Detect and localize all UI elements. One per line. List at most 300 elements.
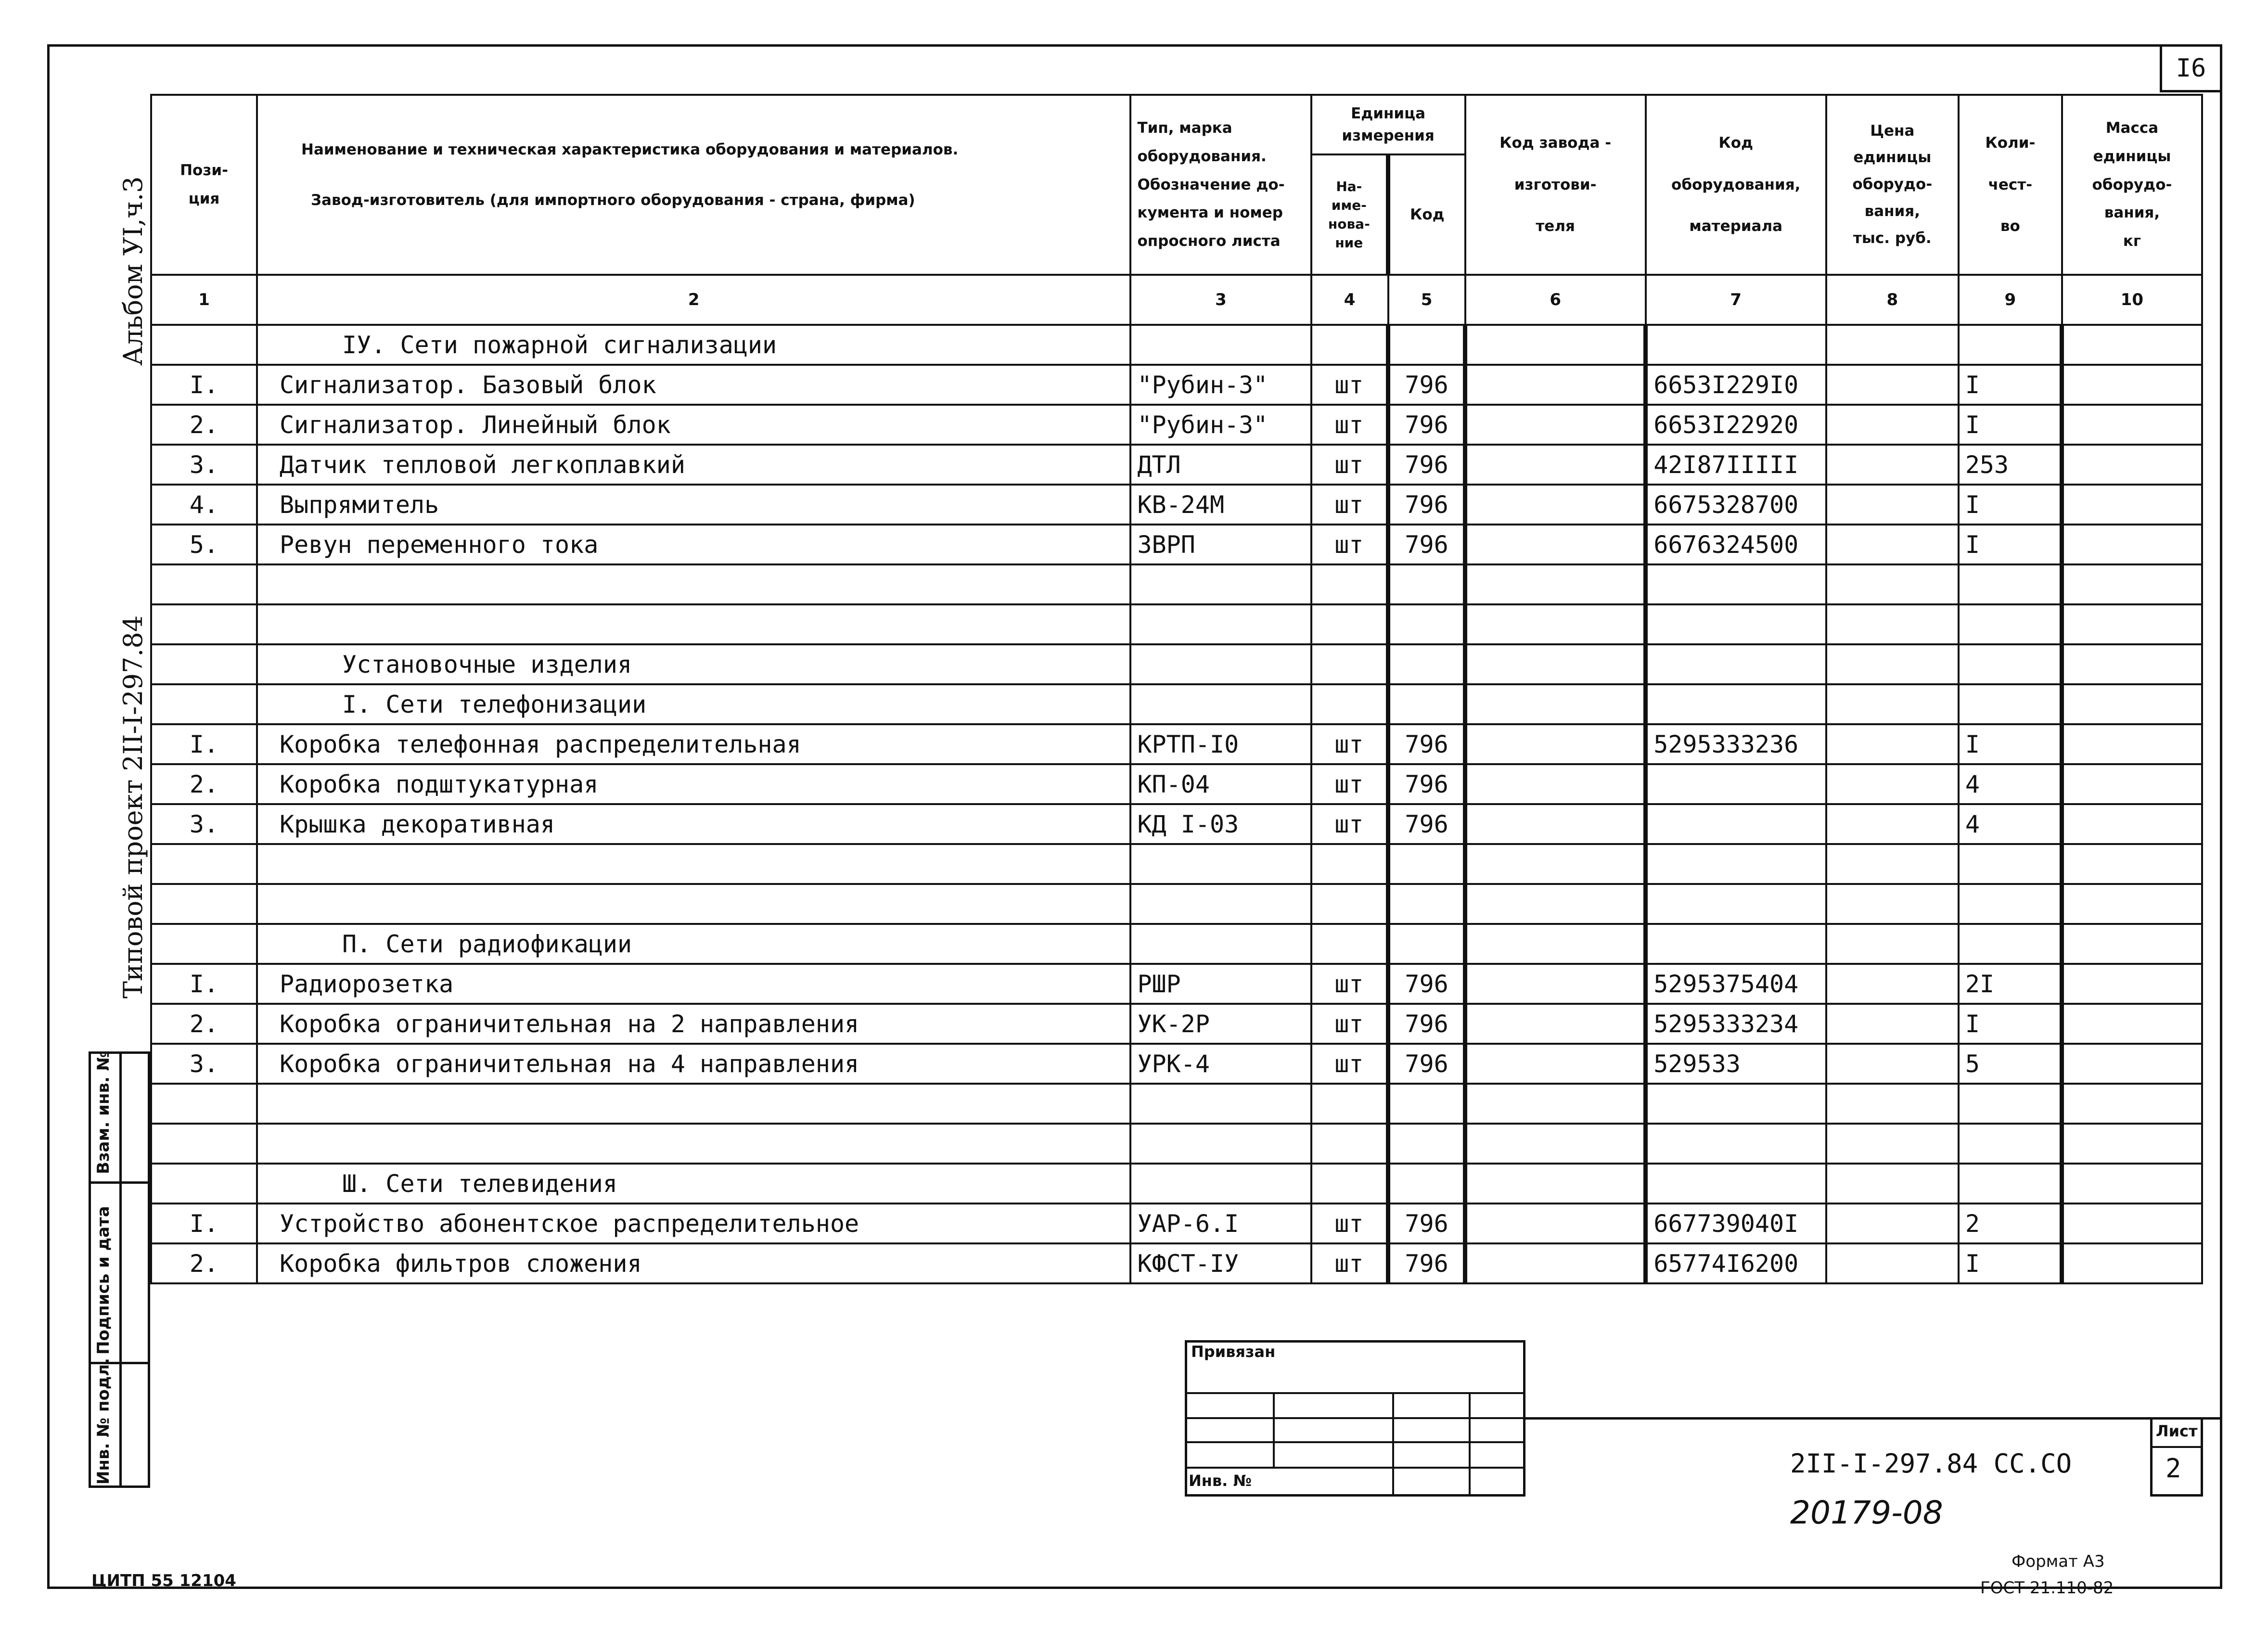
cell-quantity: I (1959, 1004, 2062, 1044)
cell-price (1826, 445, 1959, 485)
col-number: 8 (1826, 275, 1959, 325)
cell-mass (2062, 365, 2202, 405)
cell-price (1826, 1164, 1959, 1203)
cell-type-mark: ЗВРП (1130, 525, 1311, 564)
cell-quantity (1959, 844, 2062, 884)
cell-equipment-code: 42I87IIIII (1646, 445, 1826, 485)
sheet-number: 2 (2165, 1453, 2181, 1484)
cell-type-mark: КРТП-I0 (1130, 724, 1311, 764)
cell-unit-code: 796 (1388, 405, 1465, 445)
cell-name: Крышка декоративная (257, 804, 1130, 844)
cell-price (1826, 644, 1959, 684)
cell-type-mark (1130, 325, 1311, 365)
cell-type-mark (1130, 844, 1311, 884)
cell-unit-name (1311, 884, 1388, 924)
title-block-line (1525, 1417, 2222, 1420)
section-row (151, 924, 2202, 964)
cell-name: IУ. Сети пожарной сигнализации (257, 325, 1130, 365)
cell-factory-code (1465, 844, 1646, 884)
bound-label: Привязан (1191, 1343, 1276, 1361)
table-row (151, 1044, 2202, 1084)
cell-equipment-code: 5295375404 (1646, 964, 1826, 1004)
cell-factory-code (1465, 924, 1646, 964)
cell-price (1826, 724, 1959, 764)
stamp-line (1185, 1417, 1525, 1419)
cell-unit-name: шт (1311, 764, 1388, 804)
table-row (151, 1203, 2202, 1243)
stamp-line (1185, 1467, 1525, 1469)
cell-type-mark: КД I-03 (1130, 804, 1311, 844)
cell-unit-code: 796 (1388, 525, 1465, 564)
cell-position (151, 844, 257, 884)
cell-price (1826, 1243, 1959, 1283)
cell-type-mark: УРК-4 (1130, 1044, 1311, 1084)
cell-unit-name (1311, 1124, 1388, 1164)
cell-position: I. (151, 365, 257, 405)
cell-unit-name (1311, 1084, 1388, 1124)
cell-unit-name: шт (1311, 525, 1388, 564)
cell-equipment-code: 5295333234 (1646, 1004, 1826, 1044)
cell-unit-name: шт (1311, 365, 1388, 405)
table-row (151, 365, 2202, 405)
cell-name: Радиорозетка (257, 964, 1130, 1004)
cell-mass (2062, 485, 2202, 525)
cell-mass (2062, 804, 2202, 844)
cell-price (1826, 604, 1959, 644)
cell-unit-code (1388, 325, 1465, 365)
cell-mass (2062, 1004, 2202, 1044)
cell-factory-code (1465, 684, 1646, 724)
cell-mass (2062, 405, 2202, 445)
cell-type-mark: "Рубин-3" (1130, 405, 1311, 445)
cell-unit-code: 796 (1388, 445, 1465, 485)
cell-equipment-code: 6675328700 (1646, 485, 1826, 525)
cell-unit-name: шт (1311, 1004, 1388, 1044)
col-name-header (257, 95, 1130, 275)
cell-position (151, 564, 257, 604)
table-row (151, 804, 2202, 844)
cell-unit-code (1388, 924, 1465, 964)
cell-position (151, 1124, 257, 1164)
cell-price (1826, 405, 1959, 445)
cell-unit-code (1388, 884, 1465, 924)
cell-factory-code (1465, 1044, 1646, 1084)
cell-equipment-code (1646, 844, 1826, 884)
cell-factory-code (1465, 1004, 1646, 1044)
cell-name: Коробка ограничительная на 4 направления (257, 1044, 1130, 1084)
cell-position: 2. (151, 1004, 257, 1044)
cell-name: Коробка ограничительная на 2 направления (257, 1004, 1130, 1044)
cell-type-mark (1130, 564, 1311, 604)
cell-equipment-code: 5295333236 (1646, 724, 1826, 764)
table-row (151, 445, 2202, 485)
cell-quantity: I (1959, 724, 2062, 764)
cell-name: Коробка телефонная распределительная (257, 724, 1130, 764)
section-row (151, 325, 2202, 365)
cell-price (1826, 1203, 1959, 1243)
cell-position (151, 884, 257, 924)
cell-type-mark: КВ-24М (1130, 485, 1311, 525)
cell-quantity (1959, 1164, 2062, 1203)
col-number: 7 (1646, 275, 1826, 325)
cell-position: 3. (151, 445, 257, 485)
cell-price (1826, 884, 1959, 924)
cell-mass (2062, 1164, 2202, 1203)
cell-unit-code (1388, 844, 1465, 884)
cell-mass (2062, 764, 2202, 804)
col-name-header-line1: Наименование и техническая характеристика оборудования и материалов. (301, 141, 959, 158)
cell-factory-code (1465, 525, 1646, 564)
cell-mass (2062, 964, 2202, 1004)
cell-name: Коробка фильтров сложения (257, 1243, 1130, 1283)
cell-position (151, 644, 257, 684)
format-label: Формат А3 (2012, 1552, 2105, 1571)
cell-price (1826, 1004, 1959, 1044)
cell-mass (2062, 525, 2202, 564)
sheet-corner-number: I6 (2160, 44, 2222, 92)
cell-type-mark (1130, 1164, 1311, 1203)
cell-quantity: 253 (1959, 445, 2062, 485)
cell-position (151, 684, 257, 724)
cell-name: I. Сети телефонизации (257, 684, 1130, 724)
table-row (151, 1243, 2202, 1283)
cell-unit-code: 796 (1388, 1243, 1465, 1283)
cell-factory-code (1465, 964, 1646, 1004)
section-row (151, 644, 2202, 684)
cell-quantity: I (1959, 365, 2062, 405)
cell-unit-code: 796 (1388, 1044, 1465, 1084)
cell-factory-code (1465, 764, 1646, 804)
document-code: 2II-I-297.84 СС.СО (1790, 1448, 2072, 1479)
col-number: 5 (1388, 275, 1465, 325)
title-block-line (2150, 1446, 2203, 1448)
cell-factory-code (1465, 445, 1646, 485)
handwritten-archive-number: 20179-08 (1790, 1494, 1943, 1531)
cell-price (1826, 684, 1959, 724)
cell-unit-name (1311, 564, 1388, 604)
cell-name: Ш. Сети телевидения (257, 1164, 1130, 1203)
cell-name (257, 1084, 1130, 1124)
inv-original-label: Инв. № подл. (94, 1357, 113, 1485)
cell-quantity: I (1959, 525, 2062, 564)
cell-factory-code (1465, 804, 1646, 844)
cell-name (257, 564, 1130, 604)
cell-factory-code (1465, 1084, 1646, 1124)
cell-name (257, 884, 1130, 924)
cell-type-mark: УАР-6.I (1130, 1203, 1311, 1243)
cell-price (1826, 764, 1959, 804)
col-number: 3 (1130, 275, 1311, 325)
cell-name: П. Сети радиофикации (257, 924, 1130, 964)
cell-quantity (1959, 604, 2062, 644)
cell-equipment-code (1646, 804, 1826, 844)
col-unit-name-header: На- име- нова- ние (1311, 154, 1388, 275)
cell-name: Сигнализатор. Линейный блок (257, 405, 1130, 445)
cell-position: 2. (151, 1243, 257, 1283)
col-position-header: Пози- ция (151, 95, 257, 275)
cell-factory-code (1465, 1243, 1646, 1283)
cell-unit-code (1388, 1124, 1465, 1164)
cell-type-mark (1130, 604, 1311, 644)
cell-type-mark: КП-04 (1130, 764, 1311, 804)
cell-factory-code (1465, 1164, 1646, 1203)
col-number: 9 (1959, 275, 2062, 325)
cell-factory-code (1465, 365, 1646, 405)
cell-position: 2. (151, 405, 257, 445)
project-label: Типовой проект 2II-I-297.84 (118, 615, 148, 999)
section-row (151, 684, 2202, 724)
cell-unit-name: шт (1311, 1203, 1388, 1243)
cell-unit-name (1311, 644, 1388, 684)
cell-factory-code (1465, 884, 1646, 924)
cell-unit-code: 796 (1388, 724, 1465, 764)
cell-price (1826, 964, 1959, 1004)
cell-mass (2062, 564, 2202, 604)
cell-quantity (1959, 1124, 2062, 1164)
cell-unit-name: шт (1311, 1044, 1388, 1084)
cell-unit-code (1388, 564, 1465, 604)
cell-equipment-code (1646, 884, 1826, 924)
table-row (151, 485, 2202, 525)
cell-factory-code (1465, 564, 1646, 604)
cell-equipment-code (1646, 924, 1826, 964)
cell-quantity (1959, 564, 2062, 604)
cell-type-mark: УК-2Р (1130, 1004, 1311, 1044)
cell-factory-code (1465, 724, 1646, 764)
cell-unit-code (1388, 604, 1465, 644)
cell-type-mark (1130, 644, 1311, 684)
cell-unit-name (1311, 924, 1388, 964)
cell-position (151, 325, 257, 365)
cell-quantity: I (1959, 1243, 2062, 1283)
cell-mass (2062, 684, 2202, 724)
cell-factory-code (1465, 405, 1646, 445)
cell-equipment-code (1646, 1164, 1826, 1203)
cell-name (257, 604, 1130, 644)
stamp-divider (119, 1051, 122, 1488)
cell-factory-code (1465, 1124, 1646, 1164)
cell-price (1826, 365, 1959, 405)
cell-equipment-code (1646, 1124, 1826, 1164)
cell-unit-name: шт (1311, 724, 1388, 764)
cell-factory-code (1465, 644, 1646, 684)
cell-unit-code: 796 (1388, 365, 1465, 405)
cell-unit-name: шт (1311, 964, 1388, 1004)
table-row (151, 405, 2202, 445)
specification-table (150, 94, 2203, 1284)
cell-unit-code (1388, 1084, 1465, 1124)
cell-price (1826, 325, 1959, 365)
cell-position: I. (151, 1203, 257, 1243)
cell-unit-code (1388, 684, 1465, 724)
stamp-line (1273, 1392, 1275, 1467)
cell-type-mark (1130, 1124, 1311, 1164)
cell-equipment-code (1646, 564, 1826, 604)
cell-mass (2062, 1243, 2202, 1283)
cell-factory-code (1465, 325, 1646, 365)
cell-position: 2. (151, 764, 257, 804)
sign-date-label: Подпись и дата (94, 1206, 113, 1355)
cell-mass (2062, 445, 2202, 485)
cell-mass (2062, 884, 2202, 924)
cell-equipment-code: 529533 (1646, 1044, 1826, 1084)
stamp-line (1469, 1392, 1471, 1497)
cell-equipment-code: 6676324500 (1646, 525, 1826, 564)
cell-price (1826, 485, 1959, 525)
cell-name: Установочные изделия (257, 644, 1130, 684)
cell-equipment-code (1646, 764, 1826, 804)
cell-factory-code (1465, 485, 1646, 525)
cell-type-mark (1130, 924, 1311, 964)
sheet-label: Лист (2156, 1422, 2198, 1440)
cell-unit-name (1311, 325, 1388, 365)
cell-quantity (1959, 684, 2062, 724)
cell-quantity (1959, 924, 2062, 964)
col-unit-code-header: Код (1388, 154, 1465, 275)
cell-quantity: 4 (1959, 764, 2062, 804)
cell-factory-code (1465, 604, 1646, 644)
cell-type-mark: КФСТ-IУ (1130, 1243, 1311, 1283)
cell-unit-code: 796 (1388, 764, 1465, 804)
cell-quantity (1959, 884, 2062, 924)
cell-price (1826, 525, 1959, 564)
cell-unit-name: шт (1311, 485, 1388, 525)
cell-position: 3. (151, 804, 257, 844)
stamp-line (1185, 1441, 1525, 1443)
cell-mass (2062, 924, 2202, 964)
empty-row (151, 884, 2202, 924)
col-number: 6 (1465, 275, 1646, 325)
cell-mass (2062, 1044, 2202, 1084)
cell-equipment-code (1646, 1084, 1826, 1124)
cell-mass (2062, 644, 2202, 684)
cell-type-mark: РШР (1130, 964, 1311, 1004)
col-type-header: Тип, марка оборудования. Обозначение до- кумента и номер опросного листа (1130, 95, 1311, 275)
cell-factory-code (1465, 1203, 1646, 1243)
cell-type-mark (1130, 884, 1311, 924)
cell-name: Датчик тепловой легкоплавкий (257, 445, 1130, 485)
cell-unit-name (1311, 684, 1388, 724)
col-unit-header: Единица измерения (1311, 95, 1465, 154)
cell-position (151, 604, 257, 644)
cell-unit-code: 796 (1388, 485, 1465, 525)
cell-unit-name: шт (1311, 804, 1388, 844)
cell-unit-code: 796 (1388, 964, 1465, 1004)
cell-name (257, 844, 1130, 884)
inv-number-label: Инв. № (1189, 1472, 1252, 1490)
cell-type-mark: ДТЛ (1130, 445, 1311, 485)
cell-mass (2062, 1203, 2202, 1243)
cell-equipment-code: 65774I6200 (1646, 1243, 1826, 1283)
cell-unit-name: шт (1311, 445, 1388, 485)
cell-name: Устройство абонентское распределительное (257, 1203, 1130, 1243)
stamp-line (1392, 1392, 1394, 1497)
cell-equipment-code: 667739040I (1646, 1203, 1826, 1243)
cell-unit-name: шт (1311, 405, 1388, 445)
cell-quantity: 5 (1959, 1044, 2062, 1084)
cell-unit-code (1388, 644, 1465, 684)
cell-position: 5. (151, 525, 257, 564)
table-row (151, 724, 2202, 764)
cell-position (151, 1164, 257, 1203)
col-number: 10 (2062, 275, 2202, 325)
cell-quantity: 4 (1959, 804, 2062, 844)
col-mass-header: Масса единицы оборудо- вания, кг (2062, 95, 2202, 275)
cell-quantity: I (1959, 405, 2062, 445)
cell-quantity: I (1959, 485, 2062, 525)
col-quantity-header: Коли- чест- во (1959, 95, 2062, 275)
cell-price (1826, 804, 1959, 844)
gost-label: ГОСТ 21.110-82 (1980, 1578, 2114, 1598)
cell-name (257, 1124, 1130, 1164)
cell-type-mark (1130, 1084, 1311, 1124)
table-row (151, 1004, 2202, 1044)
col-name-header-line2: Завод-изготовитель (для импортного оборудования - страна, фирма) (311, 192, 915, 209)
cell-mass (2062, 724, 2202, 764)
cell-position (151, 1084, 257, 1124)
cell-quantity: 2 (1959, 1203, 2062, 1243)
cell-unit-code: 796 (1388, 1004, 1465, 1044)
cell-equipment-code (1646, 684, 1826, 724)
cell-equipment-code: 6653I22920 (1646, 405, 1826, 445)
cell-price (1826, 924, 1959, 964)
cell-type-mark: "Рубин-3" (1130, 365, 1311, 405)
cell-equipment-code (1646, 644, 1826, 684)
section-row (151, 1164, 2202, 1203)
cell-unit-name (1311, 604, 1388, 644)
cell-price (1826, 844, 1959, 884)
cell-name: Коробка подштукатурная (257, 764, 1130, 804)
stamp-line (1185, 1392, 1525, 1394)
col-factory-code-header: Код завода - изготови- теля (1465, 95, 1646, 275)
cell-equipment-code: 6653I229I0 (1646, 365, 1826, 405)
cell-unit-name: шт (1311, 1243, 1388, 1283)
cell-type-mark (1130, 684, 1311, 724)
cell-unit-name (1311, 1164, 1388, 1203)
cell-equipment-code (1646, 325, 1826, 365)
cell-mass (2062, 1084, 2202, 1124)
empty-row (151, 1084, 2202, 1124)
empty-row (151, 844, 2202, 884)
cell-position: 4. (151, 485, 257, 525)
empty-row (151, 564, 2202, 604)
cell-position: 3. (151, 1044, 257, 1084)
cell-equipment-code (1646, 604, 1826, 644)
album-label: Альбом УI,ч.3 (118, 176, 148, 366)
empty-row (151, 604, 2202, 644)
cell-price (1826, 1124, 1959, 1164)
cell-price (1826, 1084, 1959, 1124)
cell-position (151, 924, 257, 964)
cell-name: Выпрямитель (257, 485, 1130, 525)
cell-quantity (1959, 644, 2062, 684)
col-number: 2 (257, 275, 1130, 325)
cell-price (1826, 1044, 1959, 1084)
col-number: 4 (1311, 275, 1388, 325)
inv-replacement-label: Взам. инв. № (94, 1051, 113, 1174)
cell-mass (2062, 1124, 2202, 1164)
specification-rows (151, 325, 2202, 1283)
cell-unit-name (1311, 844, 1388, 884)
table-row (151, 764, 2202, 804)
cell-unit-code: 796 (1388, 1203, 1465, 1243)
footer-left-code: ЦИТП 55 12104 (91, 1571, 236, 1590)
cell-unit-code: 796 (1388, 804, 1465, 844)
cell-quantity (1959, 325, 2062, 365)
cell-name: Ревун переменного тока (257, 525, 1130, 564)
col-number: 1 (151, 275, 257, 325)
cell-mass (2062, 604, 2202, 644)
